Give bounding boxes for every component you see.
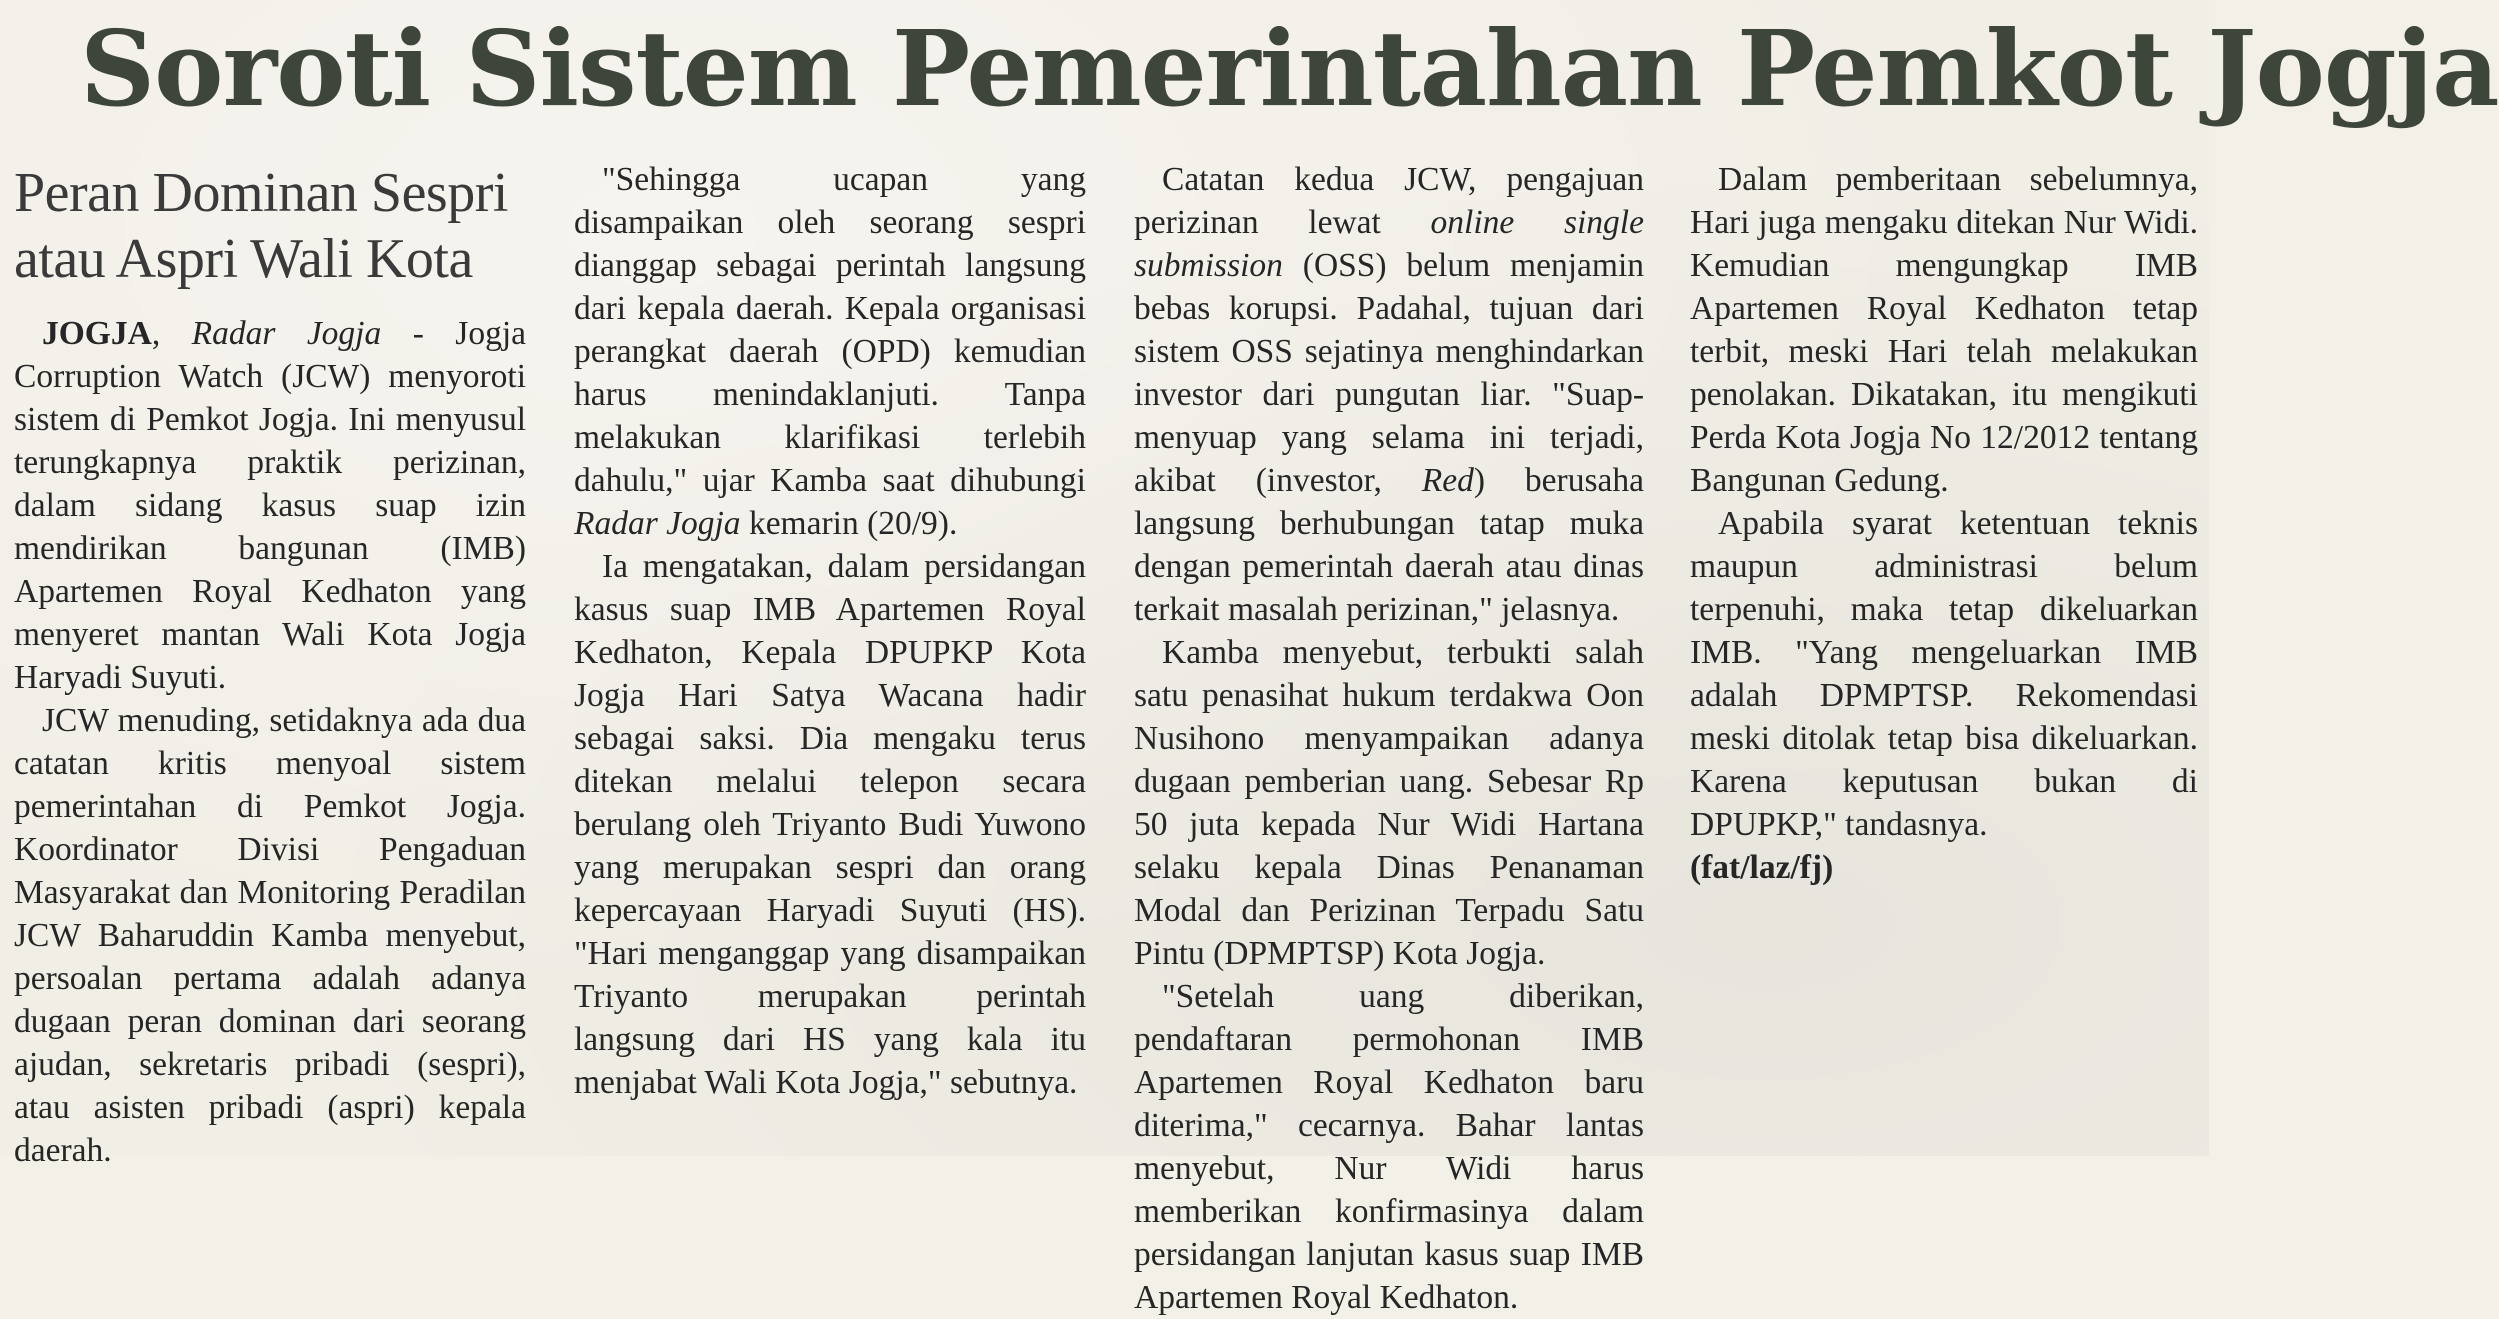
paragraph-9: Apabila syarat ketentuan teknis maupun administrasi belum terpenuhi, maka tetap dikeluarkan IMB. "Yang mengeluarkan IMB adalah DPMPTSP. Rekomendasi meski ditolak tetap bisa dikeluarkan. Karena keputusan bukan di DPUPKP," tandasnya. [1690, 505, 2198, 843]
paragraph-5-end: ) berusaha langsung berhubungan tatap muka dengan pemerintah daerah atau dinas terkait masalah perizinan," jelasnya. [1134, 462, 1644, 628]
paragraph-3-text: "Sehingga ucapan yang disampaikan oleh seorang sespri dianggap sebagai perintah langsung dari kepala daerah. Kepala organisasi perangkat daerah (OPD) kemudian harus menindaklanjuti. Tanpa melakukan klarifikasi terlebih dahulu," ujar Kamba saat dihubungi [574, 161, 1086, 499]
paragraph-1: JOGJA, Radar Jogja - Jogja Corruption Watch (JCW) menyoroti sistem di Pemkot Jogja. Ini menyusul terungkapnya praktik perizinan, dalam sidang kasus suap izin mendirikan bangunan (IMB) Apartemen Royal Kedhaton yang menyeret mantan Wali Kota Jogja Haryadi Suyuti. [14, 315, 526, 696]
source-name: Radar Jogja [191, 315, 382, 352]
column-4 [1690, 158, 2198, 889]
column-2 [574, 158, 1086, 1104]
paragraph-1-text: - Jogja Corruption Watch (JCW) menyoroti sistem di Pemkot Jogja. Ini menyusul terungkapnya praktik perizinan, dalam sidang kasus suap izin mendirikan bangunan (IMB) Apartemen Royal Kedhaton yang menyeret mantan Wali Kota Jogja Haryadi Suyuti. [14, 315, 526, 696]
paragraph-5-head: Catatan kedua JCW, pengajuan perizinan lewat [1134, 161, 1644, 241]
dateline: JOGJA [42, 315, 152, 352]
paragraph-7-text: "Setelah uang diberikan, pendaftaran permohonan IMB Apartemen Royal Kedhaton baru diterima," cecarnya. Bahar lantas menyebut, Nur Widi harus memberikan konfirmasinya dalam persidangan lanjutan kasus suap IMB Apartemen Royal Kedhaton. [1134, 978, 1644, 1316]
paragraph-6: Kamba menyebut, terbukti salah satu penasihat hukum terdakwa Oon Nusihono menyampaikan adanya dugaan pemberian uang. Sebesar Rp 50 juta kepada Nur Widi Hartana selaku kepala Dinas Penanaman Modal dan Perizinan Terpadu Satu Pintu (DPMPTSP) Kota Jogja. [1134, 634, 1644, 972]
paragraph-7-start [1134, 975, 1644, 1319]
paragraph-5 [1134, 158, 1644, 631]
paragraph-8: Dalam pemberitaan sebelumnya, Hari juga mengaku ditekan Nur Widi. Kemudian mengungkap IMB Apartemen Royal Kedhaton tetap terbit, meski Hari telah melakukan penolakan. Dikatakan, itu mengikuti Perda Kota Jogja No 12/2012 tentang Bangunan Gedung. [1690, 161, 2198, 499]
paragraph-3-source: Radar Jogja [574, 505, 741, 542]
paragraph-5-term: online single submission [1134, 204, 1644, 284]
paragraph-3-tail: kemarin (20/9). [748, 505, 958, 542]
paragraph-3 [574, 158, 1086, 545]
credit: (fat/laz/fj) [1690, 849, 1834, 886]
credit-line [1690, 846, 2198, 889]
paragraph-5-tail: (OSS) belum menjamin bebas korupsi. Padahal, tujuan dari sistem OSS sejatinya menghindarkan investor dari pungutan liar. "Suap-menyuap yang selama ini terjadi, akibat (investor, [1134, 247, 1645, 499]
paragraph-4: Ia mengatakan, dalam persidangan kasus suap IMB Apartemen Royal Kedhaton, Kepala DPUPKP Kota Jogja Hari Satya Wacana hadir sebagai saksi. Dia mengaku terus ditekan melalui telepon secara berulang oleh Triyanto Budi Yuwono yang merupakan sespri dan orang kepercayaan Haryadi Suyuti (HS). "Hari menganggap yang disampaikan Triyanto merupakan perintah langsung dari HS yang kala itu menjabat Wali Kota Jogja," sebutnya. [574, 548, 1086, 1101]
column-1 [14, 160, 526, 1172]
paragraph-5-red: Red [1421, 462, 1474, 499]
column-3 [1134, 158, 1644, 1319]
headline: Soroti Sistem Pemerintahan Pemkot Jogja [80, 7, 2499, 130]
subheadline: Peran Dominan Sespri atau Aspri Wali Kota [14, 162, 508, 290]
paragraph-2: JCW menuding, setidaknya ada dua catatan kritis menyoal sistem pemerintahan di Pemkot Jogja. Koordinator Divisi Pengaduan Masyarakat dan Monitoring Peradilan JCW Baharuddin Kamba menyebut, persoalan pertama adalah adanya dugaan peran dominan dari seorang ajudan, sekretaris pribadi (sespri), atau asisten pribadi (aspri) kepala daerah. [14, 702, 526, 1169]
